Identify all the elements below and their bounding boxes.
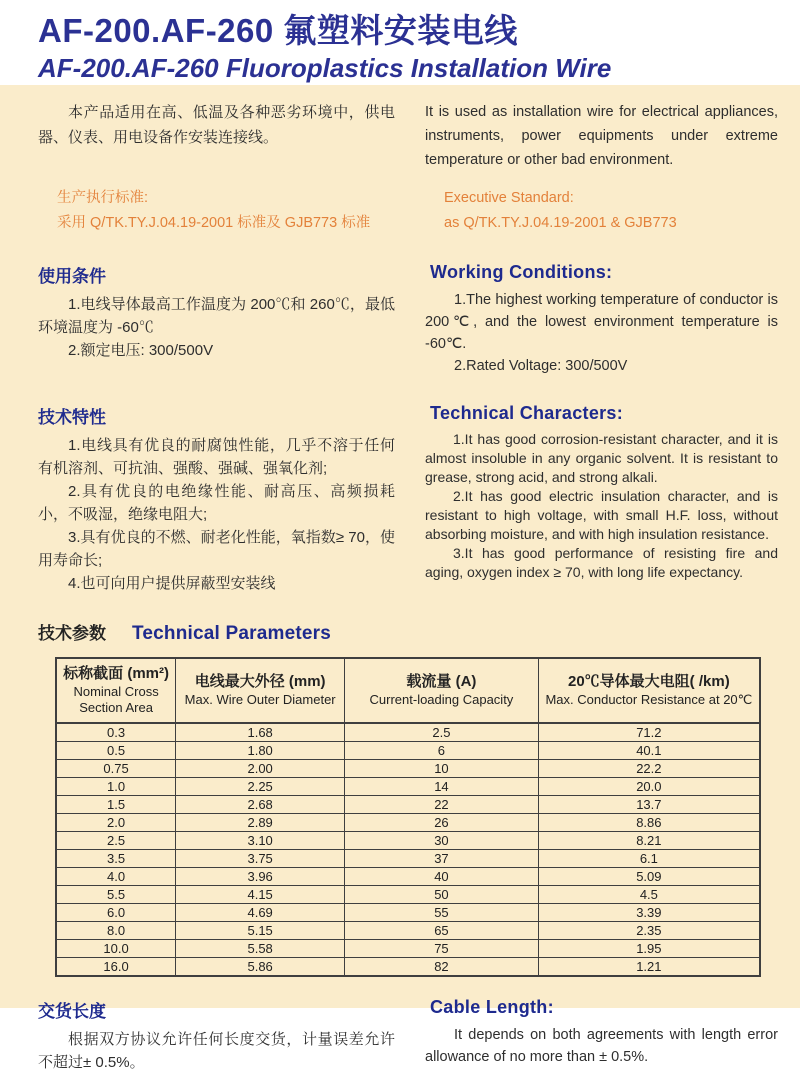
table-cell: 1.95	[538, 940, 760, 958]
standards-cn	[38, 186, 395, 236]
table-cell: 65	[345, 922, 539, 940]
cable-length-title-cn: 交货长度	[38, 1002, 106, 1021]
table-cell: 3.10	[176, 832, 345, 850]
table-cell: 16.0	[56, 958, 176, 977]
cable-length-text-en: It depends on both agreements with length error allowance of no more than ± 0.5%.	[425, 1027, 778, 1065]
technical-characters-en	[425, 403, 778, 595]
working-conditions-cn-item: 2.额定电压: 300/500V	[68, 342, 214, 359]
table-row	[56, 850, 760, 868]
working-conditions-section	[38, 262, 778, 377]
working-conditions-cn-item: 1.电线导体最高工作温度为 200℃和 260℃，最低环境温度为 -60℃	[38, 296, 395, 336]
technical-characters-cn-item: 2.具有优良的电绝缘性能、耐高压、高频损耗小，不吸湿，绝缘电阻大;	[38, 483, 395, 523]
table-row	[56, 796, 760, 814]
table-row	[56, 723, 760, 742]
table-cell: 50	[345, 886, 539, 904]
table-cell: 13.7	[538, 796, 760, 814]
table-cell: 0.3	[56, 723, 176, 742]
intro-cn-column	[38, 100, 395, 172]
table-cell: 82	[345, 958, 539, 977]
table-cell: 4.0	[56, 868, 176, 886]
table-cell: 2.5	[345, 723, 539, 742]
page-body	[0, 85, 800, 1071]
working-conditions-en-item: 2.Rated Voltage: 300/500V	[454, 358, 628, 374]
table-cell: 2.25	[176, 778, 345, 796]
header-cn: 20℃导体最大电阻( /km)	[568, 673, 730, 690]
table-row	[56, 814, 760, 832]
header-en: Max. Conductor Resistance at 20℃	[545, 692, 753, 707]
table-cell: 3.5	[56, 850, 176, 868]
cable-length-en	[425, 997, 778, 1074]
parameters-table	[55, 657, 761, 977]
table-cell: 20.0	[538, 778, 760, 796]
technical-characters-cn-item: 3.具有优良的不燃、耐老化性能，氧指数≥ 70，使用寿命长;	[38, 529, 395, 569]
table-cell: 1.68	[176, 723, 345, 742]
header-cn: 载流量 (A)	[406, 673, 477, 690]
table-cell: 4.5	[538, 886, 760, 904]
technical-parameters-title-en: Technical Parameters	[132, 623, 332, 644]
table-cell: 3.39	[538, 904, 760, 922]
technical-parameters-heading	[38, 619, 778, 645]
table-row	[56, 778, 760, 796]
header-cell-nominal-cross-section	[56, 658, 176, 723]
parameters-table-body	[56, 723, 760, 976]
table-cell: 40	[345, 868, 539, 886]
table-cell: 2.68	[176, 796, 345, 814]
header-cell-max-conductor-resistance	[538, 658, 760, 723]
table-cell: 1.80	[176, 742, 345, 760]
table-cell: 3.96	[176, 868, 345, 886]
table-cell: 55	[345, 904, 539, 922]
table-cell: 5.86	[176, 958, 345, 977]
table-row	[56, 922, 760, 940]
table-cell: 2.89	[176, 814, 345, 832]
header-cn: 电线最大外径 (mm)	[194, 673, 326, 690]
table-row	[56, 886, 760, 904]
header-en: Max. Wire Outer Diameter	[184, 692, 336, 707]
table-cell: 1.5	[56, 796, 176, 814]
technical-characters-section	[38, 403, 778, 595]
intro-text-cn: 本产品适用在高、低温及各种恶劣环境中，供电器、仪表、用电设备作安装连接线。	[38, 104, 395, 146]
table-row	[56, 868, 760, 886]
table-cell: 5.58	[176, 940, 345, 958]
table-row	[56, 940, 760, 958]
working-conditions-cn	[38, 262, 395, 377]
table-cell: 8.86	[538, 814, 760, 832]
technical-parameters-title-cn: 技术参数	[38, 624, 106, 643]
table-cell: 6.0	[56, 904, 176, 922]
table-cell: 40.1	[538, 742, 760, 760]
header-cell-current-loading-capacity	[345, 658, 539, 723]
working-conditions-en	[425, 262, 778, 377]
table-cell: 1.0	[56, 778, 176, 796]
table-cell: 30	[345, 832, 539, 850]
table-cell: 14	[345, 778, 539, 796]
parameters-table-head	[56, 658, 760, 723]
table-cell: 4.69	[176, 904, 345, 922]
table-cell: 0.5	[56, 742, 176, 760]
technical-characters-title-cn: 技术特性	[38, 408, 106, 427]
technical-characters-en-item: 1.It has good corrosion-resistant character, and it is almost insoluble in any organic solvent. It is resistant to grease, strong acid, and strong alkali.	[425, 431, 778, 485]
table-header-row	[56, 658, 760, 723]
working-conditions-title-cn: 使用条件	[38, 267, 106, 286]
table-cell: 0.75	[56, 760, 176, 778]
standards-cn-value: 采用 Q/TK.TY.J.04.19-2001 标准及 GJB773 标准	[57, 215, 371, 231]
table-cell: 22	[345, 796, 539, 814]
technical-characters-cn-item: 1.电线具有优良的耐腐蚀性能，几乎不溶于任何有机溶剂、可抗油、强酸、强碱、强氧化剂;	[38, 437, 395, 477]
table-row	[56, 760, 760, 778]
table-cell: 2.5	[56, 832, 176, 850]
table-cell: 6.1	[538, 850, 760, 868]
standards-cn-label: 生产执行标准:	[57, 190, 149, 206]
table-cell: 71.2	[538, 723, 760, 742]
page-header	[0, 0, 800, 85]
cable-length-section	[38, 997, 778, 1074]
header-en: Current-loading Capacity	[369, 692, 514, 707]
cable-length-text-cn: 根据双方协议允许任何长度交货，计量误差允许不超过± 0.5%。	[38, 1031, 395, 1071]
intro-en-column	[425, 100, 778, 172]
product-title-cn: AF-200.AF-260 氟塑料安装电线	[38, 12, 518, 49]
table-cell: 1.21	[538, 958, 760, 977]
table-cell: 5.09	[538, 868, 760, 886]
table-cell: 6	[345, 742, 539, 760]
table-cell: 8.0	[56, 922, 176, 940]
table-cell: 2.35	[538, 922, 760, 940]
standards-en-label: Executive Standard:	[444, 190, 574, 206]
technical-characters-title-en: Technical Characters:	[430, 403, 624, 423]
table-cell: 22.2	[538, 760, 760, 778]
standards-en-value: as Q/TK.TY.J.04.19-2001 & GJB773	[444, 215, 677, 231]
working-conditions-title-en: Working Conditions:	[430, 262, 613, 282]
header-cn: 标称截面 (mm²)	[63, 665, 169, 682]
table-cell: 2.00	[176, 760, 345, 778]
table-row	[56, 742, 760, 760]
table-cell: 8.21	[538, 832, 760, 850]
table-cell: 3.75	[176, 850, 345, 868]
product-title-en: AF-200.AF-260 Fluoroplastics Installation Wire	[38, 53, 612, 83]
technical-characters-en-item: 3.It has good performance of resisting fire and aging, oxygen index ≥ 70, with long life expectancy.	[425, 545, 778, 580]
header-en: Nominal Cross Section Area	[73, 684, 159, 715]
header-cell-max-wire-outer-diameter	[176, 658, 345, 723]
table-cell: 2.0	[56, 814, 176, 832]
table-cell: 75	[345, 940, 539, 958]
cable-length-title-en: Cable Length:	[430, 997, 554, 1017]
table-cell: 5.5	[56, 886, 176, 904]
intro-text-en: It is used as installation wire for electrical appliances, instruments, power equipments under extreme temperature or other bad environment.	[425, 104, 778, 168]
table-cell: 5.15	[176, 922, 345, 940]
table-row	[56, 904, 760, 922]
table-cell: 37	[345, 850, 539, 868]
standards-section	[38, 186, 778, 236]
cable-length-cn	[38, 997, 395, 1074]
working-conditions-en-item: 1.The highest working temperature of conductor is 200℃, and the lowest environment temperature is -60℃.	[425, 292, 778, 352]
technical-characters-en-item: 2.It has good electric insulation character, and is resistant to high voltage, with small H.F. loss, without absorbing moisture, and with high insulation resistance.	[425, 488, 778, 542]
table-cell: 10	[345, 760, 539, 778]
technical-characters-cn	[38, 403, 395, 595]
table-cell: 26	[345, 814, 539, 832]
table-row	[56, 832, 760, 850]
table-cell: 4.15	[176, 886, 345, 904]
table-cell: 10.0	[56, 940, 176, 958]
intro-section	[38, 100, 778, 172]
table-row	[56, 958, 760, 977]
technical-characters-cn-item: 4.也可向用户提供屏蔽型安装线	[68, 575, 276, 592]
standards-en	[425, 186, 778, 236]
